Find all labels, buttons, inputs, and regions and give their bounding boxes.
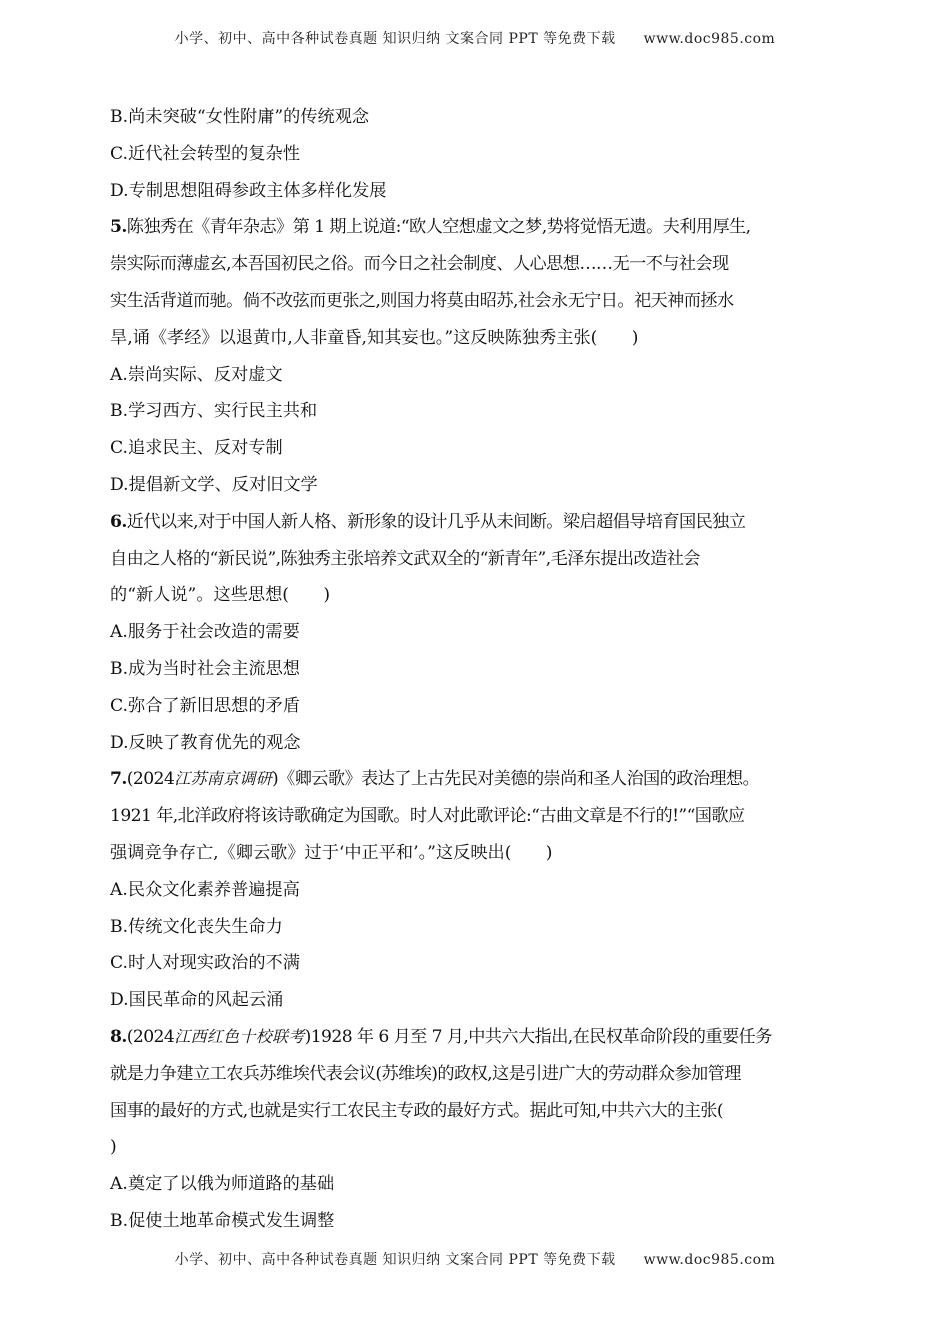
q6-option-d: D.反映了教育优先的观念 [110,732,301,753]
q6-stem-line-1 [110,504,845,541]
q8-stem-line-2: 就是力争建立工农兵苏维埃代表会议(苏维埃)的政权,这是引进广大的劳动群众参加管理 [110,1063,741,1084]
q7-source-open: (2024 [126,769,175,790]
document-body [110,99,845,1240]
q7-text-1: 《卿云歌》表达了上古先民对美德的崇尚和圣人治国的政治理想。 [278,769,760,790]
q5-text-1: 陈独秀在《青年杂志》第 1 期上说道:“欧人空想虚文之梦,势将觉悟无遗。夫利用厚生, [126,217,751,238]
q6-text-1: 近代以来,对于中国人新人格、新形象的设计几乎从未间断。梁启超倡导培育国民独立 [126,511,746,532]
q8-source-close: ) [304,1026,311,1047]
page-header [0,28,950,48]
q6-number: 6. [110,511,127,532]
q5-stem-line-4: 旱,诵《孝经》以退黄巾,人非童昏,知其妄也。”这反映陈独秀主张( ) [110,327,639,348]
q6-option-c: C.弥合了新旧思想的矛盾 [110,695,300,716]
q8-stem-line-1 [110,1019,845,1056]
q8-source: 江西红色十校联考 [174,1026,305,1046]
footer-text: 小学、初中、高中各种试卷真题 知识归纳 文案合同 PPT 等免费下载 [174,1252,616,1268]
q8-number: 8. [110,1026,127,1047]
q6-stem-line-3: 的“新人说”。这些思想( ) [110,585,331,606]
q4-option-c: C.近代社会转型的复杂性 [110,143,300,164]
q7-number: 7. [110,769,127,790]
q5-stem-line-3: 实生活背道而驰。倘不改弦而更张之,则国力将莫由昭苏,社会永无宁日。祀天神而拯水 [110,290,734,311]
q7-option-d: D.国民革命的风起云涌 [110,990,284,1011]
q4-option-d: D.专制思想阻碍参政主体多样化发展 [110,180,387,201]
q7-stem-line-2: 1921 年,北洋政府将该诗歌确定为国歌。时人对此歌评论:“古曲文章是不行的!”“国歌应 [110,806,745,827]
header-text: 小学、初中、高中各种试卷真题 知识归纳 文案合同 PPT 等免费下载 [174,31,616,47]
q7-option-b: B.传统文化丧失生命力 [110,916,283,937]
q5-stem-line-2: 崇实际而薄虚玄,本吾国初民之俗。而今日之社会制度、人心思想……无一不与社会现 [110,254,729,275]
q7-option-c: C.时人对现实政治的不满 [110,953,300,974]
q7-option-a: A.民众文化素养普遍提高 [110,879,300,900]
q8-source-open: (2024 [126,1026,175,1047]
q8-option-a: A.奠定了以俄为师道路的基础 [110,1174,335,1195]
q5-stem-line-1 [110,209,845,246]
q4-option-b: B.尚未突破“女性附庸”的传统观念 [110,107,370,127]
q8-stem-line-4: ) [110,1137,117,1158]
q7-stem-line-3: 强调竞争存亡,《卿云歌》过于‘中正平和’。”这反映出( ) [110,842,553,863]
q6-option-a: A.服务于社会改造的需要 [110,622,300,643]
q8-stem-line-3: 国事的最好的方式,也就是实行工农民主专政的最好方式。据此可知,中共六大的主张( [110,1100,723,1121]
q8-option-b: B.促使土地革命模式发生调整 [110,1210,335,1231]
q5-number: 5. [110,217,127,238]
footer-site-link[interactable]: www.doc985.com [643,1252,776,1268]
header-site-link[interactable]: www.doc985.com [643,31,776,47]
page-footer [0,1249,950,1269]
q7-source: 江苏南京调研 [174,769,273,789]
q7-source-close: ) [272,769,279,790]
q8-text-1: 1928 年 6 月至 7 月,中共六大指出,在民权革命阶段的重要任务 [310,1026,772,1047]
q5-option-d: D.提倡新文学、反对旧文学 [110,474,318,495]
q6-option-b: B.成为当时社会主流思想 [110,658,300,679]
q6-stem-line-2: 自由之人格的“新民说”,陈独秀主张培养文武双全的“新青年”,毛泽东提出改造社会 [110,548,700,569]
q5-option-c: C.追求民主、反对专制 [110,438,283,459]
q5-option-b: B.学习西方、实行民主共和 [110,401,318,422]
q7-stem-line-1 [110,761,845,798]
q5-option-a: A.崇尚实际、反对虚文 [110,364,283,385]
